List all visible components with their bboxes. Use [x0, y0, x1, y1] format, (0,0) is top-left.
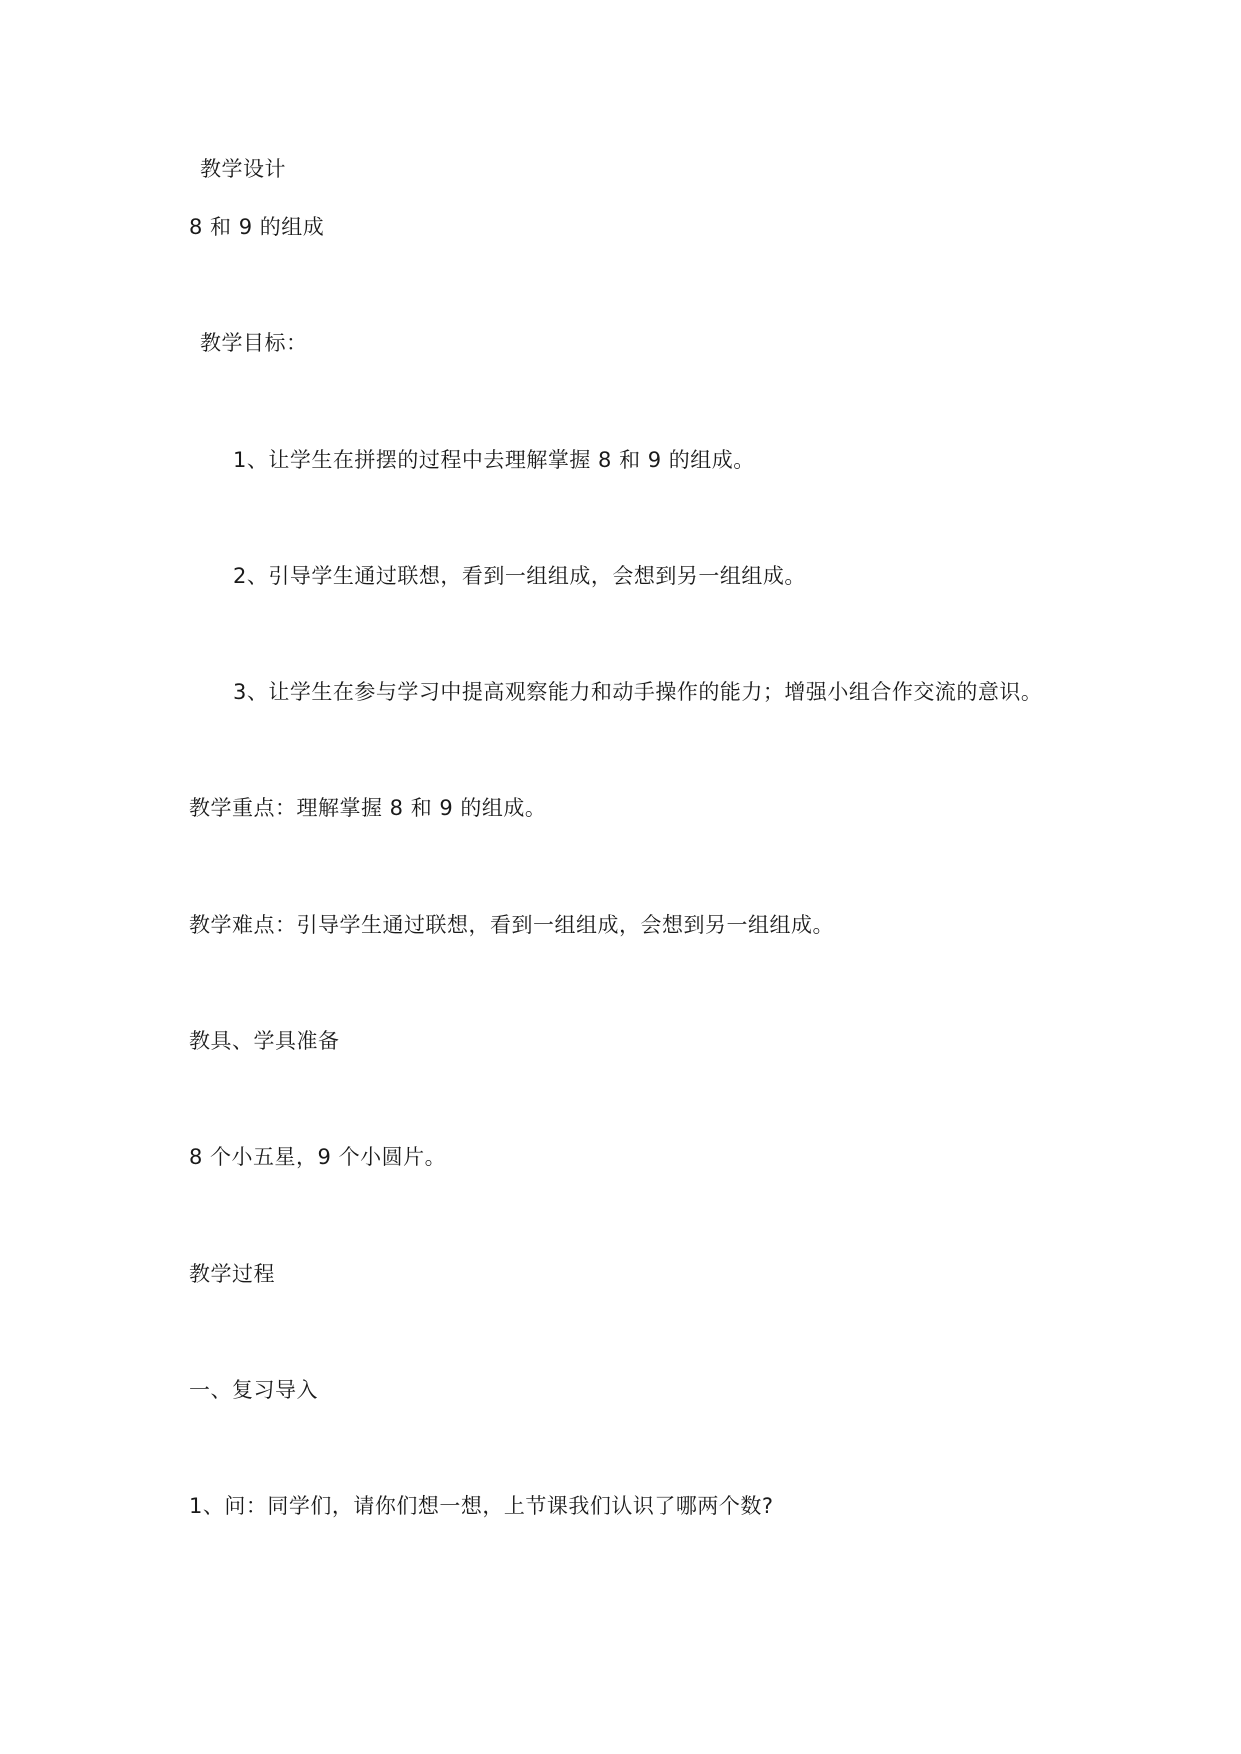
document-heading: 教学设计	[200, 157, 286, 181]
document-title: 8 和 9 的组成	[189, 215, 325, 239]
objective-item: 2、引导学生通过联想，看到一组组成，会想到另一组组成。	[233, 564, 806, 588]
section-heading: 一、复习导入	[189, 1378, 318, 1402]
difficulty: 教学难点：引导学生通过联想，看到一组组成，会想到另一组组成。	[189, 913, 834, 937]
objectives-heading: 教学目标：	[200, 331, 308, 355]
question-item: 1、问：同学们，请你们想一想，上节课我们认识了哪两个数?	[189, 1494, 774, 1518]
objective-item: 3、让学生在参与学习中提高观察能力和动手操作的能力；增强小组合作交流的意识。	[233, 680, 1043, 704]
objective-item: 1、让学生在拼摆的过程中去理解掌握 8 和 9 的组成。	[233, 448, 755, 472]
key-point: 教学重点：理解掌握 8 和 9 的组成。	[189, 796, 547, 820]
materials-heading: 教具、学具准备	[189, 1029, 340, 1053]
process-heading: 教学过程	[189, 1262, 275, 1286]
materials: 8 个小五星，9 个小圆片。	[189, 1145, 447, 1169]
